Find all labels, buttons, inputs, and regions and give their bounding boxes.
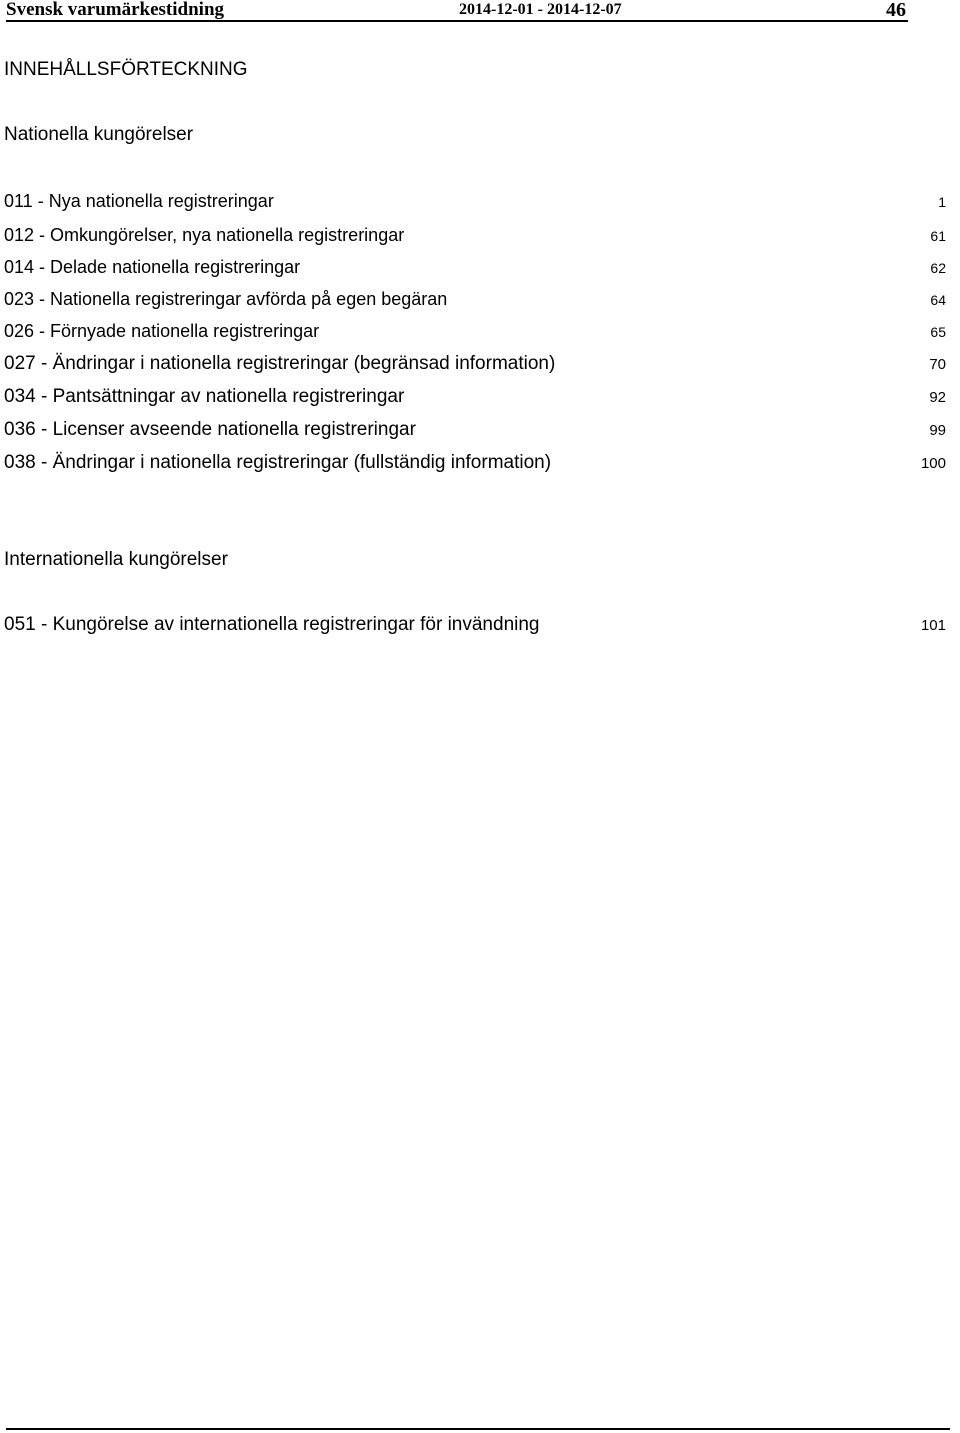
toc-entry-page: 65 <box>930 324 946 340</box>
toc-entry[interactable] <box>4 223 946 247</box>
toc-entry[interactable] <box>4 385 946 409</box>
running-header <box>6 0 908 22</box>
toc-entry-label: 014 - Delade nationella registreringar <box>4 257 301 277</box>
toc-entry[interactable] <box>4 418 946 442</box>
toc-entry-label: 023 - Nationella registreringar avförda på egen begäran <box>4 289 448 309</box>
toc-entry-page: 61 <box>930 228 946 244</box>
toc-entry-label: 038 - Ändringar i nationella registreringar (fullständig information) <box>4 452 552 473</box>
toc-entry[interactable] <box>4 319 946 343</box>
toc-entry[interactable] <box>4 287 946 311</box>
publication-title: Svensk varumärkestidning <box>6 0 225 20</box>
toc-entry[interactable] <box>4 255 946 279</box>
toc-entry[interactable] <box>4 189 946 213</box>
toc-entry-label: 012 - Omkungörelser, nya nationella registreringar <box>4 225 405 245</box>
toc-entry[interactable] <box>4 613 946 637</box>
section-title-national: Nationella kungörelser <box>4 124 194 145</box>
toc-entry-label: 011 - Nya nationella registreringar <box>4 191 274 211</box>
toc-entry-label: 051 - Kungörelse av internationella registreringar för invändning <box>4 614 540 635</box>
toc-entry-label: 036 - Licenser avseende nationella registreringar <box>4 419 416 440</box>
footer-rule <box>6 1428 950 1430</box>
toc-entry[interactable] <box>4 451 946 475</box>
toc-entry-page: 62 <box>930 260 946 276</box>
page-number: 46 <box>886 0 906 21</box>
toc-entry-label: 027 - Ändringar i nationella registreringar (begränsad information) <box>4 353 556 374</box>
toc-entry-page: 100 <box>920 455 946 472</box>
toc-entry-page: 101 <box>920 617 946 634</box>
toc-entry-page: 99 <box>929 422 946 439</box>
toc-entry-page: 92 <box>929 389 946 406</box>
toc-entry[interactable] <box>4 352 946 376</box>
toc-entry-page: 64 <box>930 292 946 308</box>
toc-entry-label: 026 - Förnyade nationella registreringar <box>4 321 320 341</box>
toc-entry-page: 70 <box>929 356 946 373</box>
section-title-international: Internationella kungörelser <box>4 549 228 570</box>
toc-title: INNEHÅLLSFÖRTECKNING <box>4 59 248 80</box>
date-range: 2014-12-01 - 2014-12-07 <box>459 1 622 18</box>
toc-entry-page: 1 <box>938 194 946 210</box>
toc-entry-label: 034 - Pantsättningar av nationella registreringar <box>4 386 405 407</box>
